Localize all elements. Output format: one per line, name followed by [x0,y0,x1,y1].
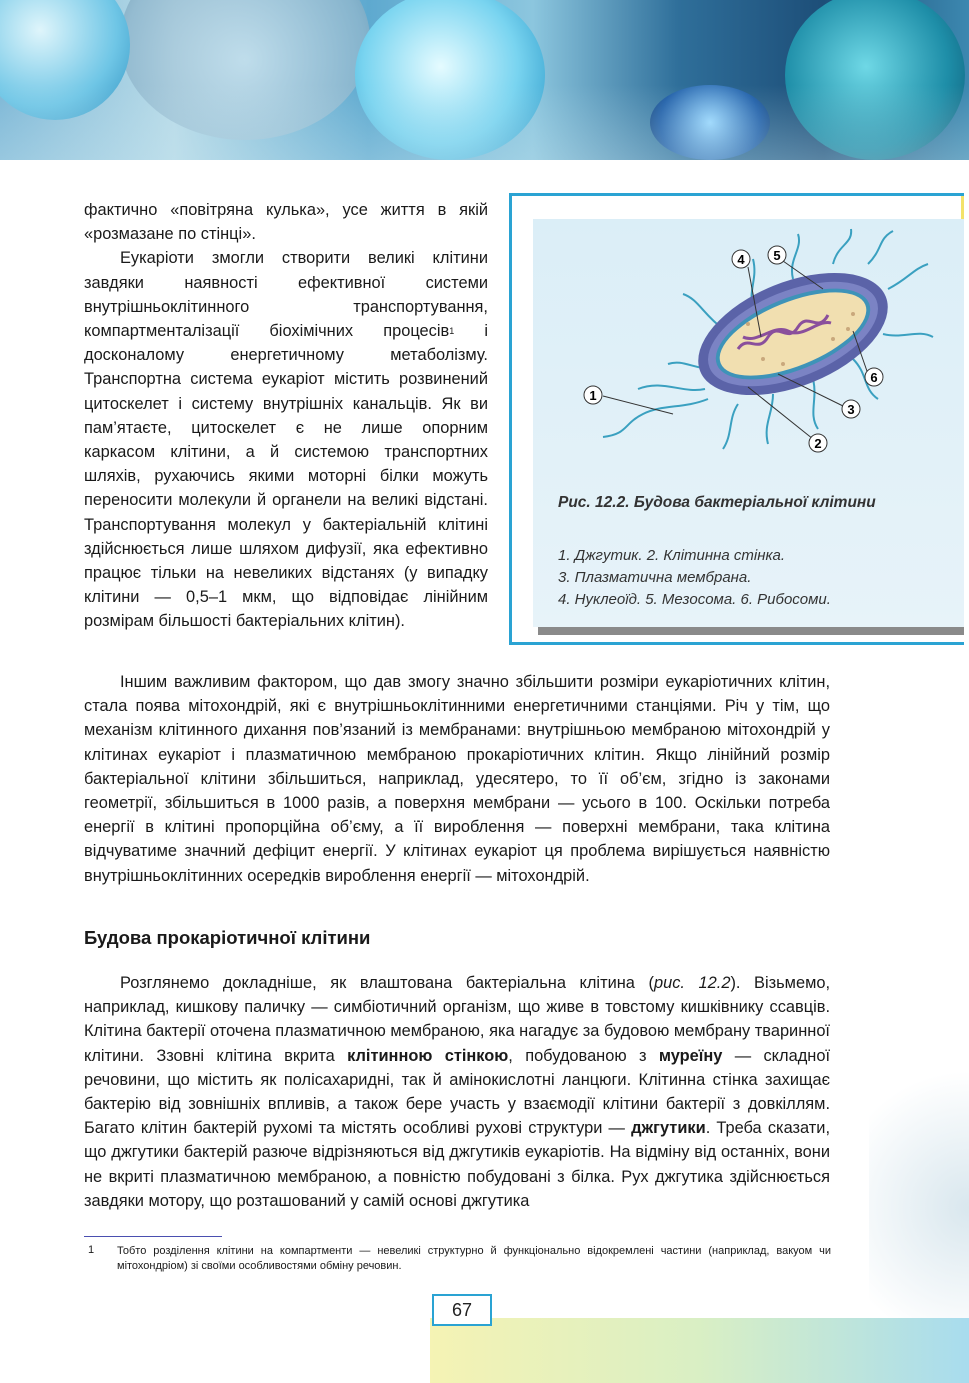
header-banner [0,0,969,160]
figure-legend-line: 3. Плазматична мембрана. [558,569,752,586]
footnote-marker: 1 [88,1244,95,1256]
section-heading: Будова прокаріотичної клітини [84,927,371,948]
section-text [84,971,830,1213]
left-column-text [84,198,488,634]
text-span: Еукаріоти змогли створити великі клітини завдяки наявності ефективної системи внутрішньоклітинного транспортування, компартменталізації біохімічних процесів [84,249,488,341]
paragraph [84,971,830,1213]
figure-caption-title: Рис. 12.2. Будова бактеріальної клітини [558,494,876,511]
banner-overlay [0,85,969,160]
page-number: 67 [432,1294,492,1326]
label-1: 1 [589,388,597,403]
decorative-glow [869,1040,969,1320]
paragraph: фактично «повітряна кулька», усе життя в якій «розмазане по стінці». [84,201,488,244]
label-6: 6 [870,370,878,385]
text-span: і досконалому енергетичному метаболізму. Транспортна система еукаріот містить розвинений цитоскелет і систему внутрішніх канальців. Як ви пам’ятаєте, цитоскелет є не лише опорним каркасом клітини, а й системою транспортних шляхів, рухаючись якими моторні білки можуть переносити молекули й органели на великі відстані. Транспортування молекул у бактеріальній клітині здійснюється лише шляхом дифузії, яка ефективно працює тільки на невеликих відстанях (у випадку клітини — 0,5–1 мкм, що відповідає лінійним розмірам більшості бактеріальних клітин). [84,322,488,631]
figure-shadow [538,627,964,635]
full-width-text [84,670,830,888]
text-span: — складної речовини, що містить як полісахаридні, так й амінокислотні ланцюги. Клітинна стінка захищає бактерію від зовнішніх впливів, а також бере участь у взаємодії клітини бактерії з довкіллям. Багато клітин бактерій рухомі та містять особливі рухові структури — [84,1046,830,1138]
label-3: 3 [847,402,855,417]
label-2: 2 [814,436,822,451]
footnote-ref: 1 [449,326,455,337]
text-span: . Треба сказати, що джгутики бактерій разюче відрізняються від джгутиків еукаріотів. На відміну від останніх, вони не вкриті плазматичною мембраною, а повністю побудовані з білка. Рух джгутика здійснюється завдяки мотору, що розташований у самій основі джгутика [84,1119,830,1210]
term-bold: джгутики [631,1119,706,1138]
footnote-rule [84,1236,222,1237]
figure-legend-line: 4. Нуклеоїд. 5. Мезосома. 6. Рибосоми. [558,591,831,608]
paragraph [84,246,488,633]
text-span: ). Візьмемо, наприклад, кишкову паличку — симбіотичний організм, що живе в товстому кишківнику ссавців. Клітина бактерії оточена плазматичною мембраною, яка нагадує за будовою мембрану тваринної клітини. Ззовні клітина вкрита [84,974,831,1065]
bacterial-cell-diagram [533,219,964,489]
term-bold: клітинною стінкою [347,1046,509,1065]
label-5: 5 [773,248,781,263]
figure-legend-line: 1. Джгутик. 2. Клітинна стінка. [558,547,786,564]
label-4: 4 [737,252,745,267]
text-span: Розглянемо докладніше, як влаштована бактеріальна клітина ( [120,974,654,992]
term-bold: муреїну [658,1046,723,1065]
decorative-footer-band [430,1318,969,1383]
paragraph: Іншим важливим фактором, що дав змогу значно збільшити розміри еукаріотичних клітин, стала поява мітохондрій, які є внутрішньоклітинними енергетичними станціями. Річ у тім, що механізм клітинного дихання пов’язаний із мембранами: внутрішньою мембраною мітохондрій у клітинах еукаріот і плазматичною мембраною прокаріотичних клітин. Якщо лінійний розмір бактеріальної клітини збільшиться, наприклад, удесятеро, то її об’єм, згідно із законами геометрії, збільшиться в 1000 разів, а поверхня мембрани — усього в 100. Оскільки потреба енергії в клітині пропорційна об’єму, а її вироблення — поверхні мембрани, така клітина відчуватиме значний дефіцит енергії. У клітинах еукаріот ця проблема вирішується наявністю внутрішньоклітинних осередків вироблення енергії — мітохондрій. [84,673,830,885]
footnote-text: Тобто розділення клітини на компартменти — невеликі структурно й функціонально відокремлені частини (наприклад, вакуом чи мітохондріом) зі своїми особливостями обміну речовин. [117,1245,831,1272]
text-span: , побудованою з [508,1046,659,1065]
figure-ref: рис. 12.2 [653,974,731,992]
